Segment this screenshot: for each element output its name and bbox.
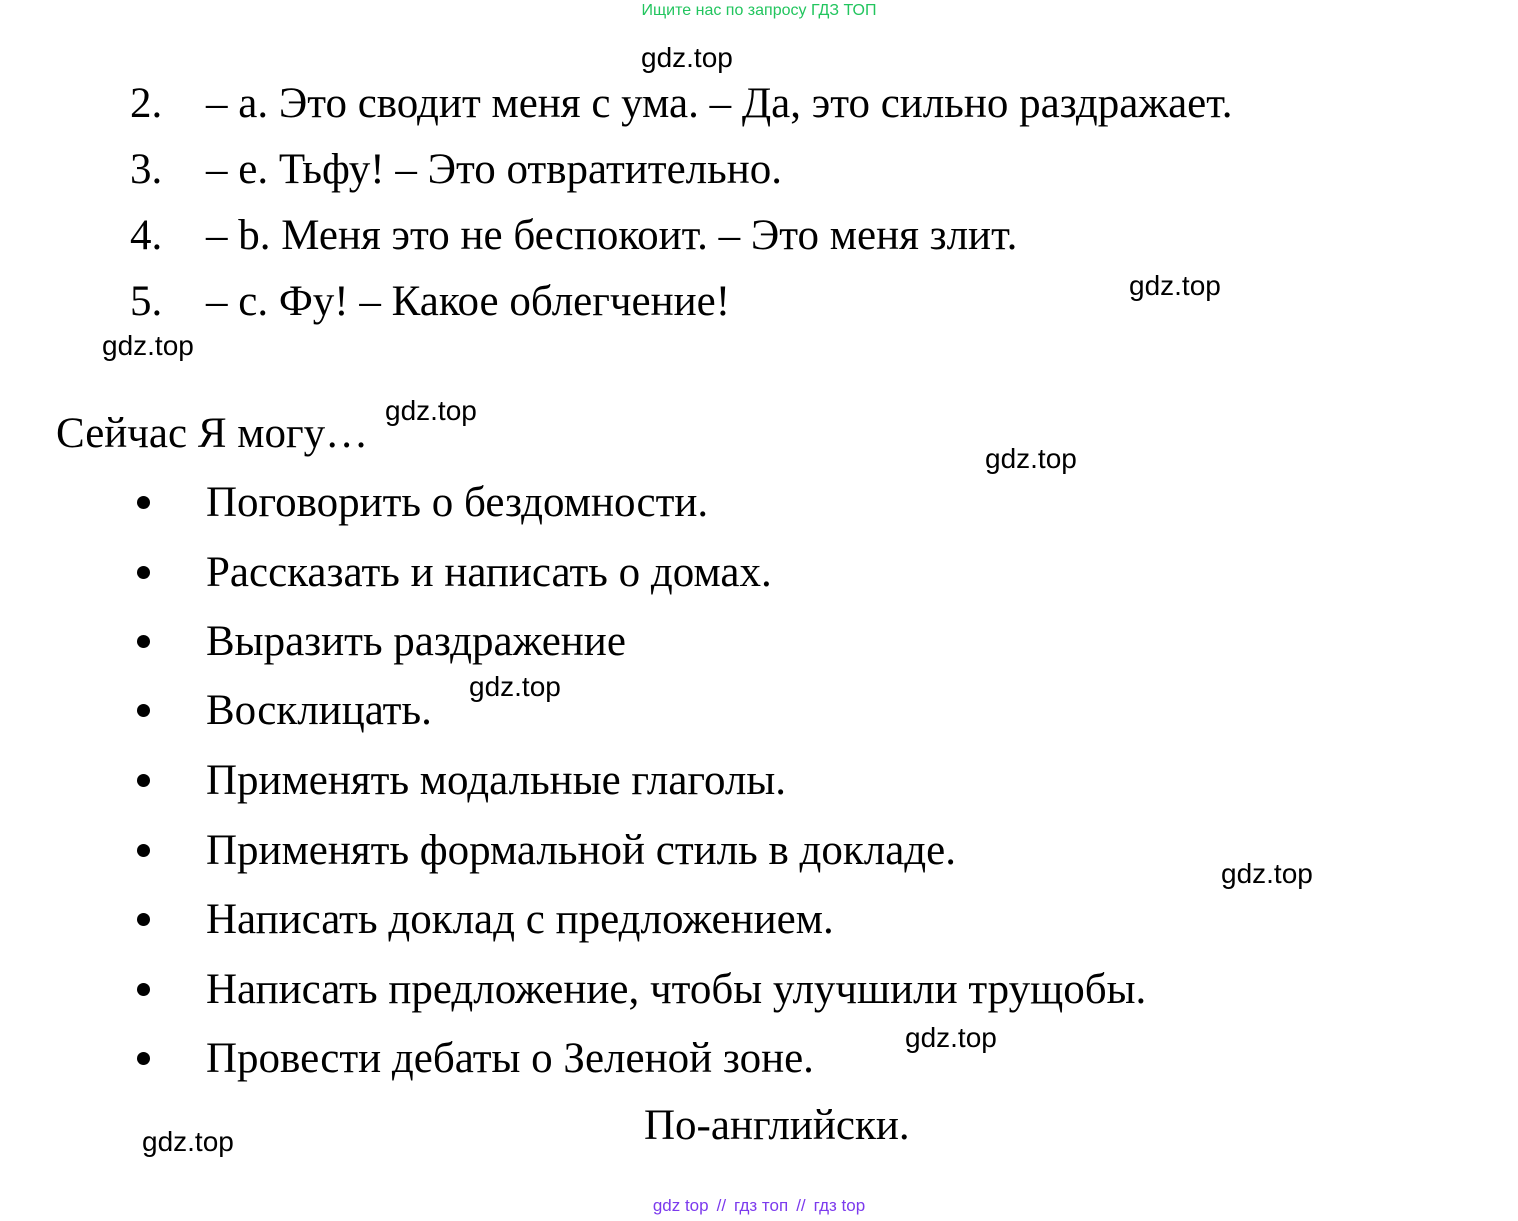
item-number: 2. bbox=[130, 80, 163, 127]
footer-link[interactable]: гдз топ bbox=[734, 1196, 789, 1215]
list-item-text: Применять модальные глаголы. bbox=[206, 757, 787, 804]
list-item-text: Выразить раздражение bbox=[206, 618, 626, 665]
item-text: – e. Тьфу! – Это отвратительно. bbox=[206, 146, 782, 193]
list-item-text: Написать предложение, чтобы улучшили трущобы. bbox=[206, 966, 1147, 1013]
watermark: gdz.top bbox=[142, 1126, 234, 1157]
list-item bbox=[137, 551, 1437, 599]
list-item-text: Рассказать и написать о домах. bbox=[206, 549, 772, 596]
bullet-dot bbox=[137, 844, 150, 857]
list-item-text: Провести дебаты о Зеленой зоне. bbox=[206, 1035, 814, 1082]
list-item-text: Поговорить о бездомности. bbox=[206, 479, 709, 526]
watermark: gdz.top bbox=[469, 671, 561, 702]
list-item bbox=[137, 759, 1437, 807]
bullet-dot bbox=[137, 983, 150, 996]
section-heading: Сейчас Я могу… bbox=[56, 410, 369, 457]
list-item bbox=[137, 689, 1437, 737]
list-item bbox=[137, 481, 1437, 529]
item-text: – c. Фу! – Какое облегчение! bbox=[206, 278, 731, 325]
item-text: – a. Это сводит меня с ума. – Да, это сильно раздражает. bbox=[206, 80, 1233, 127]
bullet-dot bbox=[137, 704, 150, 717]
bullet-dot bbox=[137, 1052, 150, 1065]
bullet-dot bbox=[137, 774, 150, 787]
list-item bbox=[137, 620, 1437, 668]
list-item-text: Применять формальной стиль в докладе. bbox=[206, 827, 957, 874]
numbered-item bbox=[130, 148, 1430, 196]
list-item bbox=[137, 1037, 1437, 1085]
numbered-item bbox=[130, 280, 1430, 328]
bullet-dot bbox=[137, 635, 150, 648]
list-item bbox=[137, 829, 1437, 877]
watermark: gdz.top bbox=[102, 330, 194, 361]
bullet-dot bbox=[137, 913, 150, 926]
footer-separator: // bbox=[716, 1196, 727, 1215]
list-item bbox=[137, 898, 1437, 946]
footer-link[interactable]: гдз top bbox=[813, 1196, 866, 1215]
footer-separator: // bbox=[796, 1196, 806, 1215]
closing-text: По-английски. bbox=[644, 1102, 910, 1149]
bullet-dot bbox=[137, 566, 150, 579]
footer bbox=[0, 1196, 1518, 1216]
item-number: 4. bbox=[130, 212, 163, 259]
footer-link[interactable]: gdz top bbox=[652, 1196, 709, 1215]
item-number: 5. bbox=[130, 278, 163, 325]
numbered-item bbox=[130, 82, 1430, 130]
watermark: gdz.top bbox=[1221, 858, 1313, 889]
list-item bbox=[137, 968, 1437, 1016]
top-banner: Ищите нас по запросу ГДЗ ТОП bbox=[641, 2, 877, 19]
watermark: gdz.top bbox=[385, 395, 477, 426]
list-item-text: Восклицать. bbox=[206, 687, 432, 734]
list-item-text: Написать доклад с предложением. bbox=[206, 896, 834, 943]
watermark: gdz.top bbox=[905, 1022, 997, 1053]
watermark: gdz.top bbox=[1129, 270, 1221, 301]
item-number: 3. bbox=[130, 146, 163, 193]
numbered-item bbox=[130, 214, 1430, 262]
bullet-dot bbox=[137, 496, 150, 509]
watermark: gdz.top bbox=[985, 443, 1077, 474]
item-text: – b. Меня это не беспокоит. – Это меня злит. bbox=[206, 212, 1018, 259]
watermark: gdz.top bbox=[641, 42, 733, 73]
